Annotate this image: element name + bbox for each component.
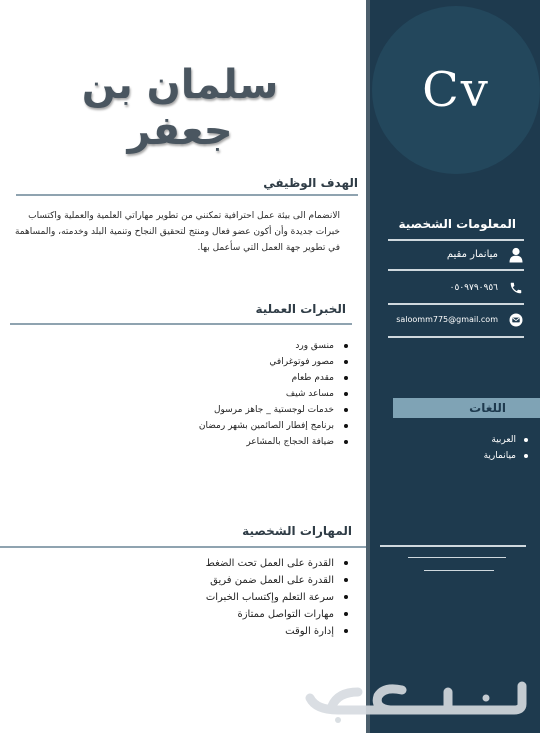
contact-rule-2 [388,303,524,305]
list-item: سرعة التعلم وإكتساب الخبرات [150,589,350,606]
contact-nationality [388,245,524,265]
list-item: إدارة الوقت [150,623,350,640]
list-item: مهارات التواصل ممتازة [150,606,350,623]
contact-email [388,310,524,330]
list-item: برنامج إفطار الصائمين بشهر رمضان [150,418,350,434]
email-text: saloomm775@gmail.com [396,315,498,324]
list-item: منسق ورد [150,338,350,354]
list-item: خدمات لوجستية _ جاهز مرسول [150,402,350,418]
person-icon [508,245,524,265]
objective-rule [16,194,358,196]
sidebar-rule-2 [408,557,506,558]
skills-list [150,555,350,640]
contact-rule-3 [388,336,524,338]
skills-rule [0,546,366,548]
phone-text: ٠٥٠٩٧٩٠٩٥٦ [449,283,498,293]
haraj-watermark [298,678,534,724]
list-item: القدرة على العمل تحت الضغط [150,555,350,572]
objective-text: الانضمام الى بيئة عمل احترافية تمكنني من تطوير مهاراتي العلمية والعملية واكتساب خبرات جديدة وأن أكون عضو فعال ومنتج لتحقيق النجاح وتنمية البلد وخدمته، والمساهمة في تطوير جهة العمل التي سأعمل بها. [14,211,340,253]
personal-info-title: المعلومات الشخصية [398,217,516,231]
list-item: مصور فوتوغرافي [150,354,350,370]
cv-badge-text: Cv [422,62,490,118]
sidebar-rule-1 [380,545,526,547]
list-item: ميانمارية [470,448,530,464]
nationality-text: ميانمار مقيم [446,249,498,260]
experience-rule [10,323,352,325]
experience-title: الخبرات العملية [255,302,346,316]
contact-phone [388,278,524,298]
contact-rule-1 [388,269,524,271]
languages-bar [393,398,540,418]
languages-list [470,432,530,464]
cv-badge [372,6,540,174]
phone-icon [508,278,524,298]
languages-title: اللغات [469,401,506,415]
objective-title: الهدف الوظيفي [263,176,358,190]
list-item: مساعد شيف [150,386,350,402]
list-item: ضيافة الحجاج بالمشاعر [150,434,350,450]
list-item: العربية [470,432,530,448]
personal-info-rule [388,239,524,241]
sidebar-rule-3 [424,570,494,571]
list-item: مقدم طعام [150,370,350,386]
email-icon [508,310,524,330]
list-item: القدرة على العمل ضمن فريق [150,572,350,589]
skills-title: المهارات الشخصية [242,524,352,538]
candidate-name: سلمان بن جعفر [81,62,279,154]
experience-list [150,338,350,450]
